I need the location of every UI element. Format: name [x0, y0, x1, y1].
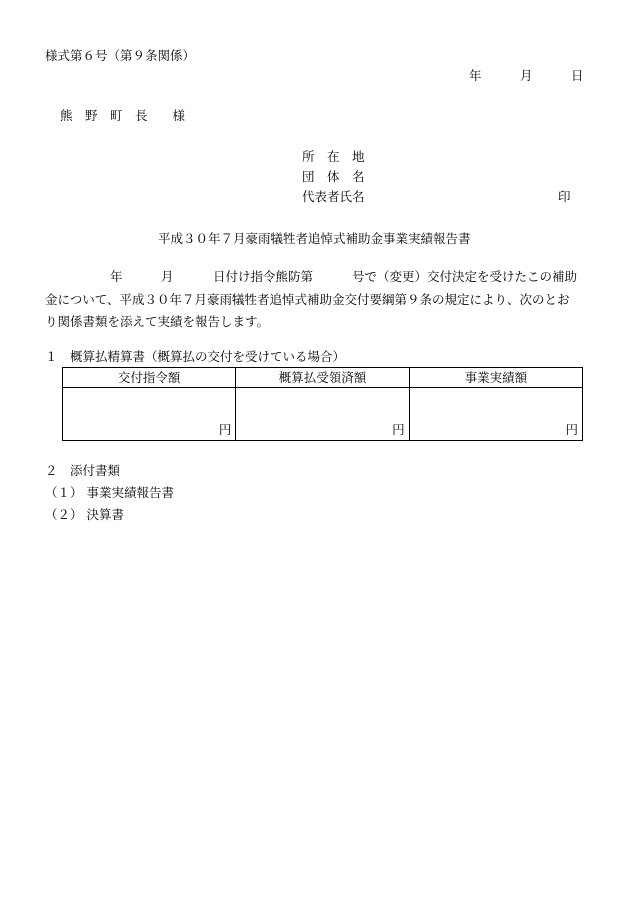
yen-unit: 円: [218, 422, 232, 437]
yen-unit: 円: [392, 422, 405, 437]
body-order-text: 日付け指令熊防第: [213, 269, 314, 284]
column-header-received: 概算払受領済額: [236, 368, 409, 388]
body-line-2: 金について、平成３０年７月豪雨犠牲者追悼式補助金交付要綱第９条の規定により、次のとお: [45, 292, 570, 307]
document-title: 平成３０年７月豪雨犠牲者追悼式補助金事業実績報告書: [158, 231, 471, 246]
date-year-label: 年: [469, 68, 482, 83]
seal-mark: 印: [558, 189, 571, 204]
body-decision-text: 号で（変更）交付決定を受けたこの補助: [352, 269, 578, 284]
addressee: 熊 野 町 長 様: [60, 108, 186, 123]
body-line-3: り関係書類を添えて実績を報告します。: [45, 314, 270, 329]
table-header-row: [63, 368, 583, 388]
attachment-item: （２） 決算書: [45, 507, 124, 522]
column-header-actual: 事業実績額: [409, 368, 582, 388]
attachment-item: （１） 事業実績報告書: [45, 485, 174, 500]
date-month-label: 月: [520, 68, 533, 83]
granted-amount-cell: [63, 388, 236, 441]
settlement-table: [62, 367, 583, 441]
date-day-label: 日: [571, 68, 584, 83]
form-number: 様式第６号（第９条関係）: [45, 48, 196, 63]
section-1-heading: １ 概算払精算書（概算払の交付を受けている場合）: [45, 349, 346, 364]
address-label: 所 在 地: [302, 149, 365, 164]
body-year-label: 年: [110, 269, 123, 284]
received-amount-cell: [236, 388, 409, 441]
column-header-granted: 交付指令額: [63, 368, 236, 388]
section-2-heading: ２ 添付書類: [45, 463, 121, 478]
actual-amount-cell: [409, 388, 582, 441]
representative-label: 代表者氏名: [302, 189, 365, 204]
yen-unit: 円: [565, 422, 578, 437]
org-name-label: 団 体 名: [302, 169, 365, 184]
table-row: [63, 388, 583, 441]
body-month-label: 月: [161, 269, 174, 284]
